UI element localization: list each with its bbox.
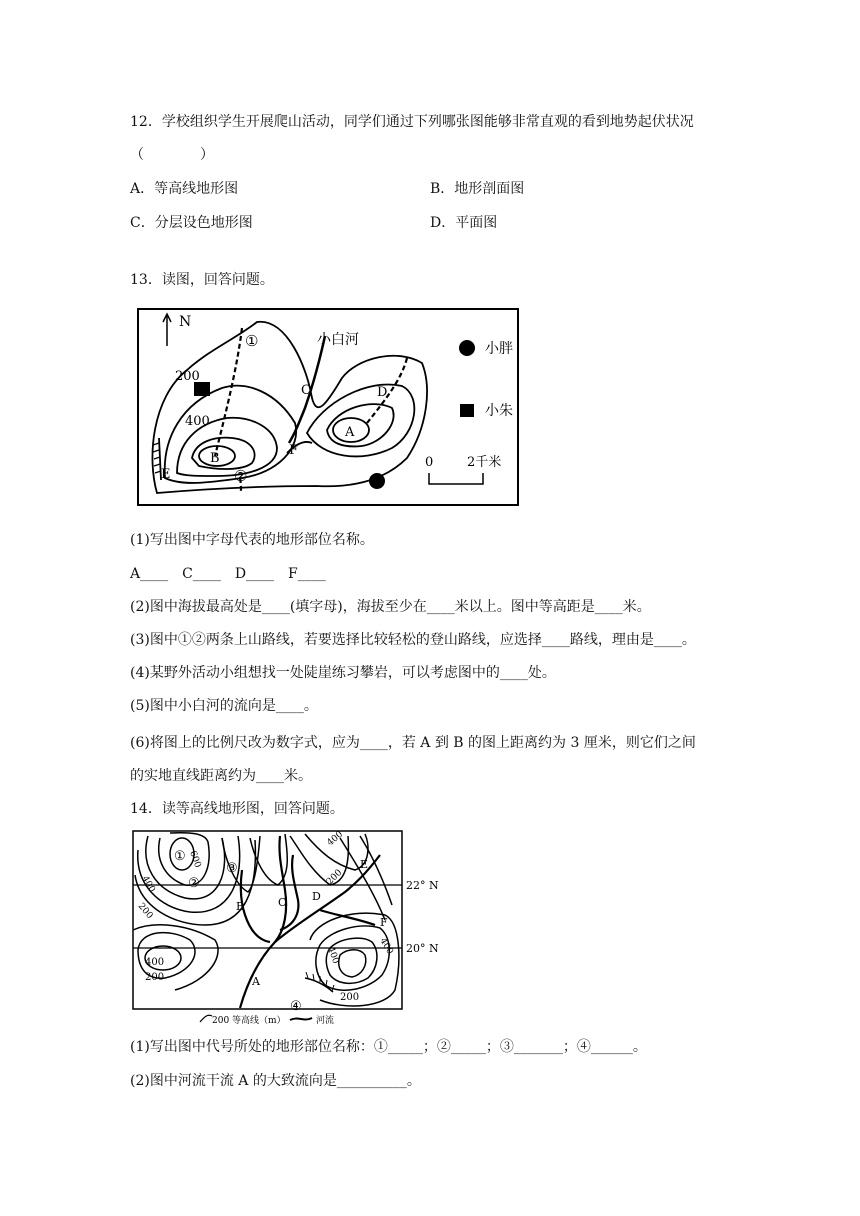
q13-sub3: (3)图中①②两条上山路线，若要选择比较轻松的登山路线，应选择____路线，理由是____。: [130, 632, 696, 648]
point-f-label: F: [380, 916, 388, 929]
contour-400-label-c: 400: [377, 936, 395, 957]
legend-circle-label: 小胖: [485, 341, 513, 357]
contour-600-label: 600: [187, 849, 203, 870]
xiaozhu-marker-icon: [194, 382, 210, 396]
contour-200-label-b: 200: [325, 867, 345, 888]
legend-contour-label: 200 等高线（m）: [212, 1016, 286, 1026]
marker-4-label: ④: [290, 999, 302, 1014]
point-f-label: F: [289, 443, 299, 458]
q12-option-b: B．地形剖面图: [430, 181, 525, 197]
q12-stem: 12．学校组织学生开展爬山活动，同学们通过下列哪张图能够非常直观的看到地势起伏状况: [130, 114, 694, 130]
point-e-label: E: [360, 858, 369, 871]
q12-answer-paren: （ ）: [130, 147, 214, 163]
point-a-label: A: [252, 975, 260, 988]
q13-sub6-line1: (6)将图上的比例尺改为数字式，应为____，若 A 到 B 的图上距离约为 3 厘米，则它们之间: [130, 735, 696, 751]
legend-square-icon: [460, 404, 474, 417]
q13-stem: 13．读图，回答问题。: [130, 272, 274, 288]
point-c-label: C: [301, 383, 311, 398]
xiaopang-marker-icon: [369, 473, 385, 489]
north-label: N: [179, 314, 192, 330]
scale-length-label: 2千米: [467, 455, 502, 470]
marker-1-label: ①: [174, 849, 186, 864]
route-2-label: ②: [234, 467, 248, 485]
point-c-label: C: [278, 896, 287, 909]
contour-400-label-b: 400: [325, 830, 346, 849]
q14-stem: 14．读等高线地形图，回答问题。: [130, 801, 344, 817]
river-label: 小白河: [317, 332, 359, 348]
q14-sub2: (2)图中河流干流 A 的大致流向是__________。: [130, 1073, 421, 1089]
contour-200-label: 200: [175, 369, 200, 384]
marker-2-label: ②: [188, 876, 200, 891]
point-d-label: D: [377, 385, 388, 400]
q14-contour-map: [130, 830, 442, 1028]
legend-circle-icon: [459, 340, 475, 356]
contour-400-label: 400: [185, 414, 210, 429]
legend-river-label: 河流: [316, 1016, 335, 1026]
q13-sub1: (1)写出图中字母代表的地形部位名称。: [130, 532, 374, 548]
q13-sub1-blanks: A____ C____ D____ F____: [130, 566, 326, 582]
point-b-label: B: [210, 451, 220, 466]
route-1-label: ①: [245, 332, 259, 350]
point-b-label: B: [236, 900, 245, 913]
q13-sub2: (2)图中海拔最高处是____(填字母)，海拔至少在____米以上。图中等高距是____米。: [130, 599, 651, 615]
marker-3-label: ③: [226, 861, 238, 876]
contour-400-label-d: 400: [325, 945, 341, 966]
q12-option-c: C．分层设色地形图: [130, 215, 253, 231]
contour-200-label-d: 200: [340, 992, 360, 1003]
q12-option-d: D．平面图: [430, 215, 498, 231]
point-e-label: E: [161, 467, 171, 482]
contour-200-label-a: 200: [135, 901, 155, 922]
point-a-label: A: [345, 425, 355, 440]
q13-sub6-line2: 的实地直线距离约为____米。: [130, 768, 312, 784]
legend-river-icon: [290, 1018, 312, 1020]
contour-200-label-c: 200: [145, 972, 165, 983]
scale-zero-label: 0: [425, 455, 434, 470]
q13-contour-map: [137, 308, 519, 506]
q14-sub1: (1)写出图中代号所处的地形部位名称：①_____；②_____；③_______；④______。: [130, 1039, 647, 1055]
legend-square-label: 小朱: [485, 403, 513, 419]
legend-contour-icon: [200, 1015, 212, 1022]
q13-sub4: (4)某野外活动小组想找一处陡崖练习攀岩，可以考虑图中的____处。: [130, 665, 556, 681]
lat-22-label: 22° N: [406, 879, 439, 892]
point-d-label: D: [312, 890, 321, 903]
q13-sub5: (5)图中小白河的流向是____。: [130, 698, 318, 714]
contour-400-label-a: 400: [139, 874, 157, 895]
q12-option-a: A．等高线地形图: [130, 181, 239, 197]
lat-20-label: 20° N: [406, 942, 439, 955]
contour-400-label-e: 400: [145, 957, 165, 968]
